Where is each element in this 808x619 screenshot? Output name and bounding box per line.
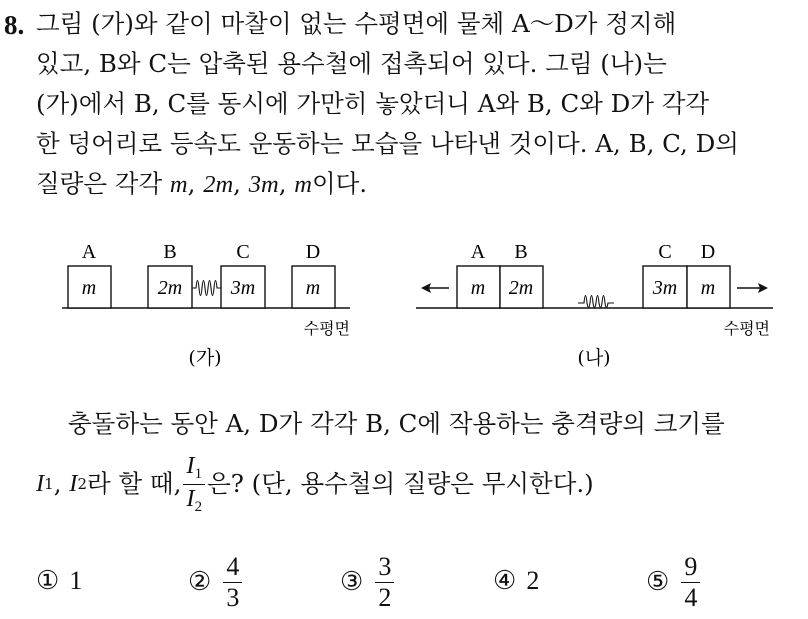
choice-4-value: 2 (526, 566, 540, 595)
line5-prefix: 질량은 각각 (36, 169, 170, 198)
choice-2-mark: ② (188, 567, 212, 597)
ga-mass-b: 2m (157, 277, 183, 299)
impulse-sub-1: 1 (44, 474, 54, 493)
impulse-symbol-2: I (69, 469, 78, 497)
choice-3[interactable] (340, 552, 396, 613)
ga-label-c: C (236, 241, 250, 263)
mass-symbol-b: 2m (203, 171, 234, 198)
choice-5[interactable] (646, 552, 702, 613)
impulse-symbol-1: I (36, 469, 45, 497)
na-mass-a: m (470, 277, 486, 299)
question-end-text: 은? (단, 용수철의 질량은 무시한다.) (207, 468, 594, 498)
ga-label-b: B (163, 241, 177, 263)
na-mass-d: m (700, 277, 716, 299)
ga-mass-a: m (81, 277, 97, 299)
ga-mass-c: 3m (230, 277, 256, 299)
na-mass-b: 2m (508, 277, 534, 299)
na-label-b: B (514, 241, 528, 263)
choice-3-fraction: $\frac{3}{2}$ (375, 552, 394, 613)
ga-surface-label: 수평면 (303, 319, 350, 338)
question-line-1: 충돌하는 동안 A, D가 각각 B, C에 작용하는 충격량의 크기를 (68, 409, 725, 438)
na-spring (578, 296, 614, 308)
choice-1-mark: ① (36, 566, 60, 595)
problem-line-4: 한 덩어리로 등속도 운동하는 모습을 나타낸 것이다. A, B, C, D의 (36, 129, 739, 158)
ga-label-d: D (305, 241, 321, 263)
problem-line-5: 질량은 각각 m, 2m, 3m, m이다. (36, 169, 368, 198)
question-line-2: I 1 , I 2 라 할 때, $\frac{I_1}{I_2}$ 은? (단, 용수철의 질량은 무시한다.) (36, 452, 594, 515)
choice-5-fraction: $\frac{9}{4}$ (681, 552, 700, 613)
choice-2-fraction: $\frac{4}{3}$ (223, 552, 242, 613)
na-surface-label: 수평면 (723, 319, 770, 338)
na-label-a: A (470, 241, 486, 263)
impulse-ratio-fraction: $\frac{I_1}{I_2}$ (183, 452, 205, 516)
choice-1[interactable] (36, 566, 82, 596)
mass-symbol-a: m (169, 171, 188, 198)
ga-mass-d: m (305, 277, 321, 299)
choice-3-mark: ③ (340, 567, 364, 597)
line5-suffix: 이다. (311, 169, 368, 198)
na-label-c: C (658, 241, 672, 263)
mass-symbol-c: 3m (248, 171, 279, 198)
choice-4[interactable] (493, 566, 539, 596)
figure-na (416, 241, 773, 369)
na-caption: (나) (577, 347, 611, 369)
ga-caption: (가) (188, 347, 222, 369)
figure-ga (62, 241, 350, 369)
choice-1-value: 1 (69, 566, 83, 595)
impulse-sub-2: 2 (77, 474, 88, 493)
mass-symbol-d: m (294, 171, 312, 198)
choice-2[interactable] (188, 552, 244, 613)
problem-line-1: 그림 (가)와 같이 마찰이 없는 수평면에 물체 A～D가 정지해 (36, 9, 677, 38)
choice-5-mark: ⑤ (646, 567, 670, 597)
na-mass-c: 3m (652, 277, 678, 299)
na-label-d: D (700, 241, 716, 263)
ga-spring (192, 281, 221, 296)
ga-label-a: A (81, 241, 97, 263)
problem-line-3: (가)에서 B, C를 동시에 가만히 놓았더니 A와 B, C와 D가 각각 (36, 89, 710, 118)
problem-line-2: 있고, B와 C는 압축된 용수철에 접촉되어 있다. 그림 (나)는 (36, 49, 667, 78)
question-ra-text: 라 할 때, (87, 468, 182, 498)
problem-number: 8. (4, 10, 25, 40)
choice-4-mark: ④ (493, 566, 517, 595)
